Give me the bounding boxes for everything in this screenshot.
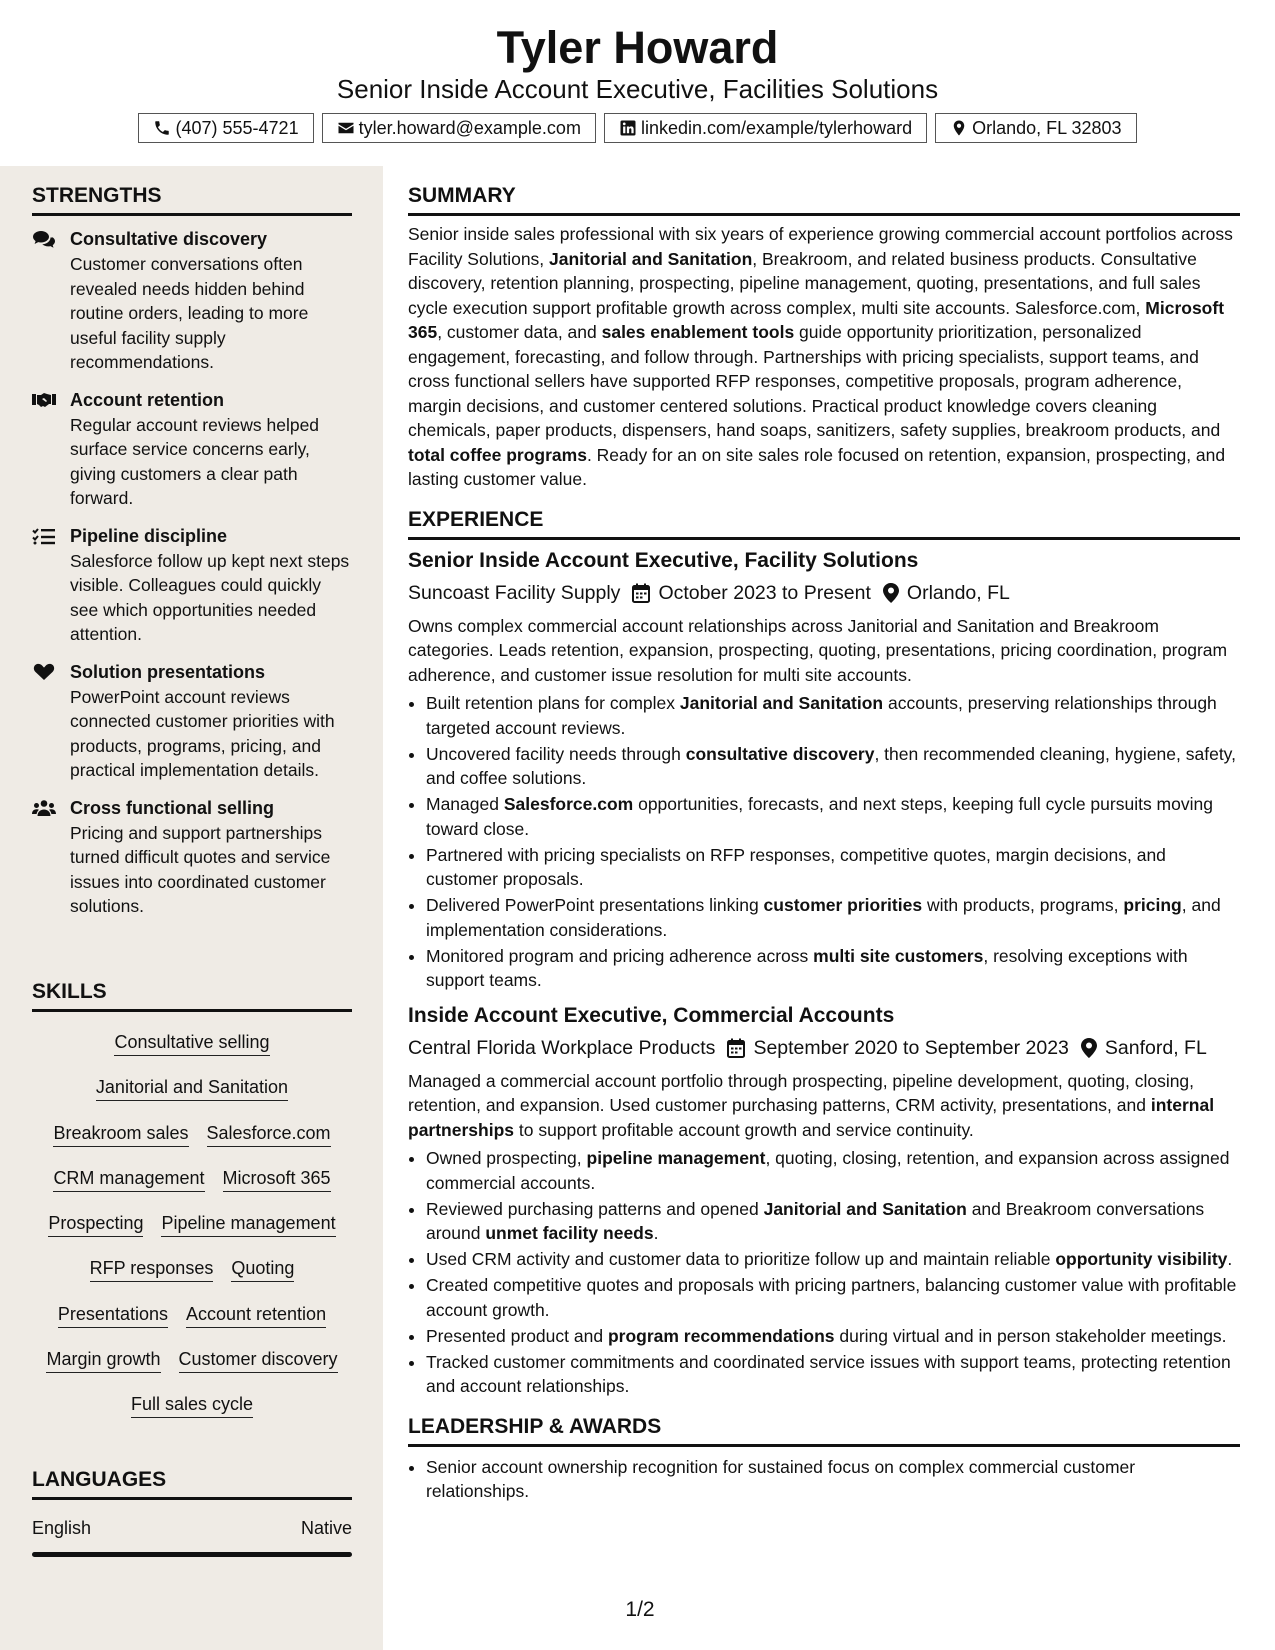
job-bullets [408, 691, 1240, 993]
strength-item [32, 796, 352, 919]
text-run: Partnered with pricing specialists on RFP responses, competitive quotes, margin decisions, and customer proposals. [426, 844, 1166, 889]
company-name: Suncoast Facility Supply [408, 581, 621, 604]
page-number: 1/2 [625, 1598, 655, 1621]
bullet-item [426, 1324, 1240, 1349]
email-text: tyler.howard@example.com [358, 117, 581, 138]
skill-tag: Quoting [231, 1256, 294, 1282]
calendar-icon [632, 583, 650, 603]
job-location: Sanford, FL [1104, 1036, 1207, 1059]
emphasis-text: sales enablement tools [601, 322, 795, 342]
job-description [408, 614, 1240, 688]
skill-row [32, 1166, 352, 1211]
skill-row [32, 1030, 352, 1075]
strength-item [32, 660, 352, 783]
emphasis-text: Janitorial and Sanitation [763, 1198, 967, 1219]
strength-item [32, 388, 352, 511]
emphasis-text: Janitorial and Sanitation [549, 248, 753, 269]
skill-tag: Prospecting [48, 1211, 143, 1237]
skill-row [32, 1256, 352, 1301]
bullet-item [426, 1455, 1240, 1504]
skill-row [32, 1075, 352, 1120]
job-title: Senior Inside Account Executive, Facility Solutions [408, 548, 919, 572]
summary-heading: SUMMARY [408, 182, 1240, 216]
emphasis-text: internal partnerships [408, 1095, 1215, 1140]
bullet-item [426, 742, 1240, 791]
text-run: , and implementation considerations. [426, 895, 1221, 940]
leadership-bullets [408, 1455, 1240, 1504]
phone-chip[interactable] [138, 113, 313, 143]
emphasis-text: Janitorial and Sanitation [679, 693, 884, 713]
skill-tag: Presentations [58, 1302, 168, 1328]
bullet-item [426, 1247, 1240, 1272]
strength-desc: Regular account reviews helped surface service concerns early, giving customers a clear path forward. [70, 414, 320, 508]
skill-tag: Janitorial and Sanitation [96, 1075, 288, 1101]
strength-item [32, 524, 352, 647]
summary-text [408, 222, 1240, 492]
text-run: during virtual and in person stakeholder meetings. [834, 1325, 1227, 1346]
emphasis-text: multi site customers [813, 945, 984, 966]
leadership-heading: LEADERSHIP & AWARDS [408, 1413, 1240, 1447]
emphasis-text: program recommendations [607, 1325, 835, 1346]
skill-tag: Salesforce.com [207, 1121, 331, 1147]
languages-heading: LANGUAGES [32, 1466, 352, 1500]
emphasis-text: opportunity visibility [1055, 1249, 1228, 1269]
emphasis-text: unmet facility needs [485, 1223, 654, 1243]
job-title: Inside Account Executive, Commercial Accounts [408, 1003, 895, 1027]
skill-tag: Margin growth [46, 1347, 160, 1373]
resume-header [0, 0, 1275, 166]
job-location: Orlando, FL [906, 581, 1010, 604]
text-run: Owns complex commercial account relationships across Janitorial and Sanitation and Breakroom categories. Leads retention, expansion, prospecting, quoting, presentations, pricing coordination, program adherence, and customer issue resolution for multi site accounts. [408, 615, 1228, 685]
emphasis-text: Microsoft 365 [408, 297, 1225, 342]
language-proficiency-bar [32, 1552, 352, 1557]
job-dates: September 2020 to September 2023 [753, 1036, 1069, 1059]
job-description [408, 1069, 1240, 1143]
candidate-title: Senior Inside Account Executive, Facilities Solutions [336, 74, 939, 104]
calendar-icon [727, 1038, 745, 1058]
location-text: Orlando, FL 32803 [972, 117, 1122, 138]
location-chip[interactable] [935, 113, 1136, 143]
bullet-item [426, 792, 1240, 841]
skill-tag: Customer discovery [179, 1347, 338, 1373]
strength-title: Cross functional selling [70, 797, 275, 818]
text-run: Managed [426, 794, 504, 814]
envelope-icon [337, 119, 355, 137]
bullet-item [426, 1350, 1240, 1399]
email-chip[interactable] [322, 113, 596, 143]
text-run: opportunities, forecasts, and next steps, keeping full cycle pursuits moving toward close. [426, 794, 1213, 839]
main-content [408, 166, 1240, 1505]
bullet-item [426, 691, 1240, 740]
comments-icon [32, 230, 56, 248]
emphasis-text: Salesforce.com [503, 794, 634, 814]
text-run: Owned prospecting, [426, 1148, 587, 1168]
language-row [32, 1516, 352, 1540]
map-pin-icon [883, 583, 899, 603]
linkedin-text: linkedin.com/example/tylerhoward [640, 117, 913, 138]
skill-tag: Breakroom sales [53, 1121, 188, 1147]
strength-title: Account retention [70, 389, 225, 410]
experience-section [408, 506, 1240, 1399]
text-run: . [653, 1223, 659, 1243]
skill-row [32, 1121, 352, 1166]
skill-tag: CRM management [53, 1166, 204, 1192]
text-run: Senior inside sales professional with six years of experience growing commercial account portfolios across Facility Solutions, [408, 224, 1233, 269]
company-name: Central Florida Workplace Products [408, 1036, 716, 1059]
skills-heading: SKILLS [32, 978, 352, 1012]
candidate-name: Tyler Howard [496, 22, 779, 73]
map-pin-icon [1081, 1038, 1097, 1058]
emphasis-text: customer priorities [763, 895, 923, 915]
text-run: accounts, preserving relationships through targeted account reviews. [426, 693, 1217, 738]
skill-tag: RFP responses [90, 1256, 214, 1282]
text-run: . Ready for an on site sales role focused on retention, expansion, prospecting, and lasting customer value. [408, 444, 1226, 489]
linkedin-chip[interactable] [604, 113, 927, 143]
job-meta [408, 1035, 1240, 1061]
text-run: Reviewed purchasing patterns and opened [426, 1198, 764, 1219]
summary-section [408, 182, 1240, 492]
bullet-item [426, 944, 1240, 993]
skill-tag: Pipeline management [161, 1211, 335, 1237]
phone-text: (407) 555-4721 [175, 117, 299, 138]
text-run: , Breakroom, and related business products. Consultative discovery, retention planning, prospecting, pipeline management, quoting, presentations, and full sales cycle execution support profitable growth across complex, multi site accounts. Salesforce.com, [408, 248, 1201, 318]
sidebar [0, 166, 383, 1650]
contact-row [0, 113, 1275, 143]
emphasis-text: pricing [1123, 895, 1182, 915]
text-run: to support profitable account growth and service continuity. [514, 1119, 974, 1140]
text-run: Tracked customer commitments and coordinated service issues with support teams, protecting retention and account relationships. [426, 1351, 1231, 1396]
strength-item [32, 227, 352, 375]
skill-row [32, 1392, 352, 1437]
languages-section [32, 1466, 352, 1557]
text-run: Built retention plans for complex [426, 693, 680, 713]
bullet-item [426, 1273, 1240, 1322]
text-run: Uncovered facility needs through [426, 743, 686, 764]
strength-title: Pipeline discipline [70, 525, 228, 546]
heart-icon [32, 663, 56, 681]
text-run: Delivered PowerPoint presentations linking [426, 895, 764, 915]
text-run: guide opportunity prioritization, personalized engagement, forecasting, and follow through. Partnerships with pricing specialists, support teams, and cross functional sellers have supported RFP responses, competitive proposals, program adherence, margin decisions, and customer centered solutions. Practical product knowledge covers cleaning chemicals, paper products, dispensers, hand soaps, sanitizers, safety supplies, breakroom products, and [408, 322, 1221, 440]
emphasis-text: total coffee programs [408, 444, 587, 465]
job-bullets [408, 1146, 1240, 1399]
text-run: , customer data, and [437, 322, 602, 342]
skill-row [32, 1211, 352, 1256]
text-run: . [1227, 1249, 1233, 1269]
bullet-item [426, 1146, 1240, 1195]
handshake-icon [32, 391, 56, 409]
text-run: Senior account ownership recognition for sustained focus on complex commercial customer relationships. [426, 1456, 1136, 1501]
bullet-item [426, 893, 1240, 942]
strength-desc: Customer conversations often revealed needs hidden behind routine orders, leading to more useful facility supply recommendations. [70, 254, 309, 372]
leadership-section [408, 1413, 1240, 1504]
strength-title: Solution presentations [70, 661, 266, 682]
text-run: and Breakroom conversations around [426, 1198, 1205, 1243]
skill-tag: Microsoft 365 [223, 1166, 331, 1192]
skills-list [32, 1030, 352, 1438]
job-entry [408, 1002, 1240, 1399]
text-run: Managed a commercial account portfolio through prospecting, pipeline development, quoting, closing, retention, and expansion. Used customer purchasing patterns, CRM activity, presentations, and [408, 1070, 1195, 1115]
text-run: Created competitive quotes and proposals with pricing partners, balancing customer value with profitable account growth. [426, 1275, 1237, 1320]
skill-row [32, 1302, 352, 1347]
skill-tag: Account retention [186, 1302, 326, 1328]
strengths-section [32, 182, 352, 919]
text-run: , resolving exceptions with support teams. [426, 945, 1188, 990]
job-entry [408, 547, 1240, 993]
skills-section [32, 978, 352, 1012]
emphasis-text: pipeline management [586, 1148, 766, 1168]
bullet-item [426, 1197, 1240, 1246]
experience-heading: EXPERIENCE [408, 506, 1240, 540]
language-name: English [32, 1518, 92, 1538]
phone-icon [153, 119, 171, 137]
strength-desc: PowerPoint account reviews connected customer priorities with products, programs, pricing, and practical implementation details. [70, 686, 335, 780]
strength-desc: Pricing and support partnerships turned difficult quotes and service issues into coordinated customer solutions. [70, 822, 331, 916]
text-run: Used CRM activity and customer data to prioritize follow up and maintain reliable [426, 1249, 1056, 1269]
skill-tag: Full sales cycle [131, 1392, 253, 1418]
bullet-item [426, 843, 1240, 892]
text-run: Monitored program and pricing adherence across [426, 945, 814, 966]
map-pin-icon [950, 119, 968, 137]
skill-row [32, 1347, 352, 1392]
strength-desc: Salesforce follow up kept next steps visible. Colleagues could quickly see which opportunities needed attention. [70, 550, 350, 644]
linkedin-icon [619, 119, 637, 137]
text-run: , quoting, closing, retention, and expansion across assigned commercial accounts. [426, 1148, 1230, 1193]
skill-tag: Consultative selling [114, 1030, 269, 1056]
list-check-icon [32, 527, 56, 545]
text-run: Presented product and [426, 1325, 608, 1346]
users-icon [32, 799, 56, 817]
job-dates: October 2023 to Present [658, 581, 871, 604]
strength-title: Consultative discovery [70, 229, 268, 249]
text-run: , then recommended cleaning, hygiene, safety, and coffee solutions. [426, 743, 1236, 788]
text-run: with products, programs, [922, 895, 1124, 915]
strengths-heading: STRENGTHS [32, 182, 352, 216]
job-meta [408, 580, 1240, 606]
emphasis-text: consultative discovery [685, 743, 875, 764]
language-level: Native [300, 1518, 352, 1538]
